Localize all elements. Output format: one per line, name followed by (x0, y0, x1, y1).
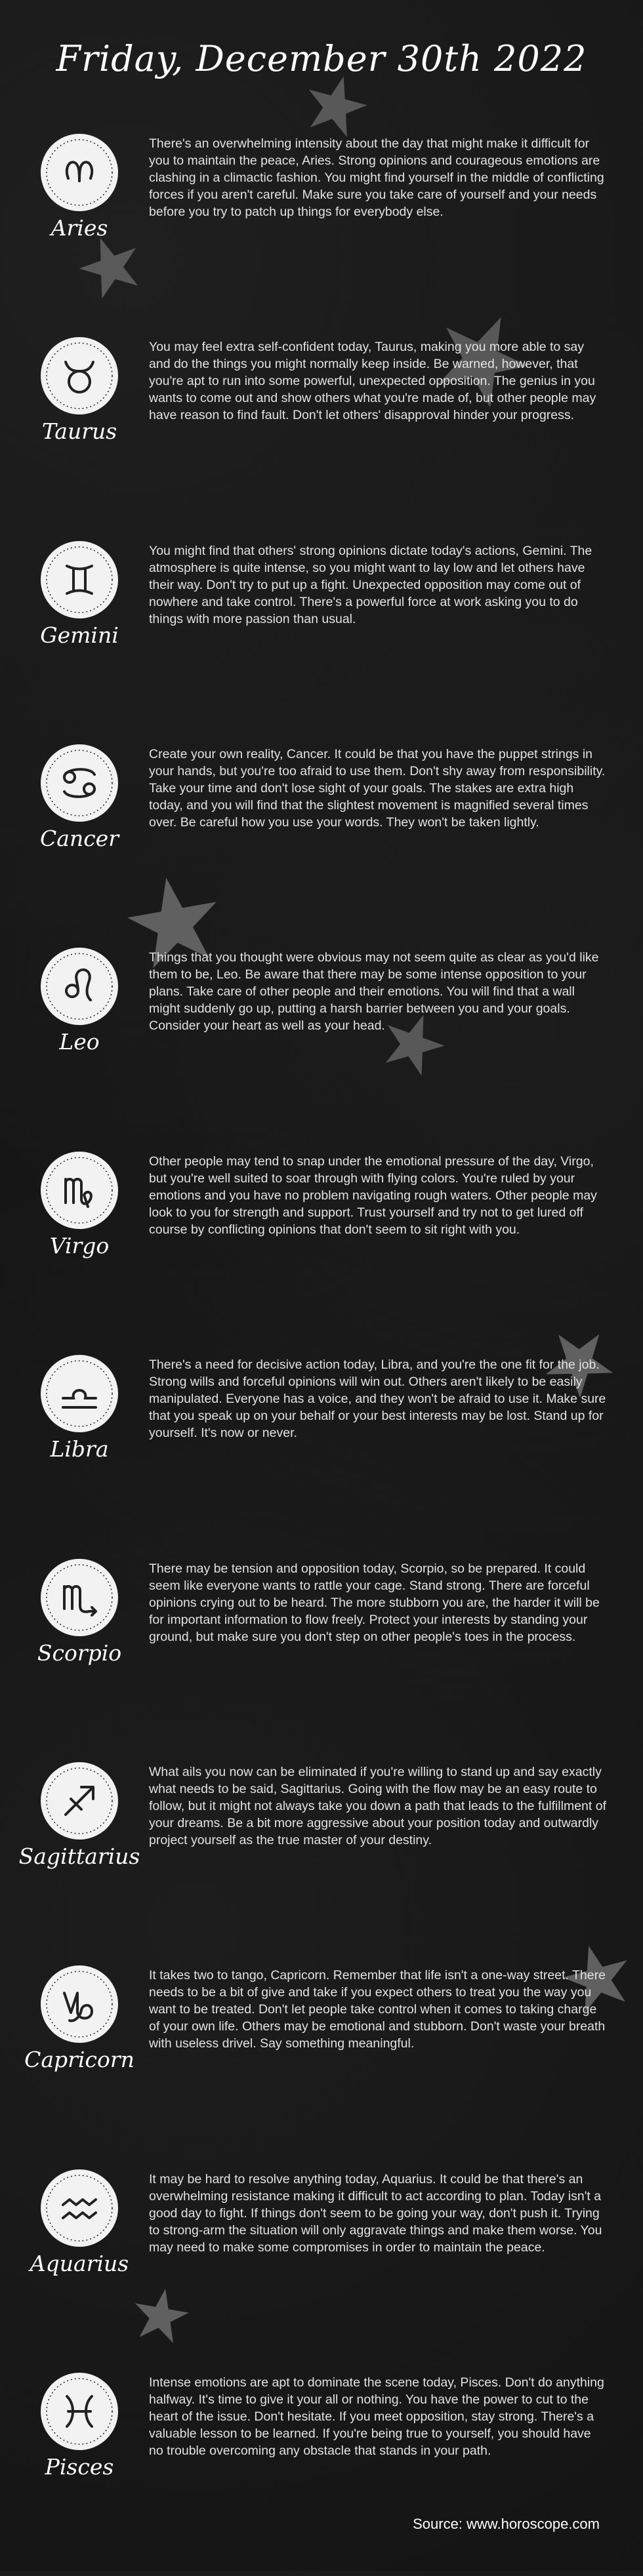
cancer-icon (41, 744, 118, 822)
pisces-icon (41, 2373, 118, 2450)
page-title: Friday, December 30th 2022 (56, 38, 587, 79)
virgo-icon (41, 1152, 118, 1229)
scorpio-icon (41, 1559, 118, 1636)
capricorn-icon (41, 1965, 118, 2043)
horoscope-scorpio (0, 1559, 643, 1762)
sign-name: Scorpio (37, 1640, 122, 1666)
horoscope-libra (0, 1355, 643, 1558)
horoscope-text: It takes two to tango, Capricorn. Remember that life isn't a one-way street. There needs to be a bit of give and take if you expect others to treat you the way you want to be treated. Don't let people take control when it comes to taking charge of your own life. Others may be emotional and stubborn. Don't waste your breath with useless drivel. Say something meaningful. (149, 1968, 606, 2051)
aquarius-icon (41, 2169, 118, 2247)
horoscope-sagittarius (0, 1762, 643, 1965)
sign-name: Pisces (45, 2454, 114, 2480)
horoscope-virgo (0, 1152, 643, 1355)
horoscope-text: Intense emotions are apt to dominate the scene today, Pisces. Don't do anything halfway. It's time to give it your all or nothing. You have the power to cut to the heart of the issue. Don't hesitate. If you meet opposition, stay strong. There's a valuable lesson to be learned. If you're being true to yourself, you should have no trouble overcoming any obstacle that stands in your path. (149, 2375, 604, 2458)
aries-icon (41, 134, 118, 211)
horoscope-text: There's an overwhelming intensity about the day that might make it difficult for you to maintain the peace, Aries. Strong opinions and courageous emotions are clashing in a climactic fashion. You might find yourself in the middle of conflicting forces if you aren't careful. Make sure you take care of yourself and your needs before you try to patch up things for everybody else. (149, 136, 604, 219)
sign-name: Virgo (49, 1233, 110, 1258)
horoscope-aquarius (0, 2169, 643, 2373)
horoscope-text: There's a need for decisive action today, Libra, and you're the one fit for the job. Strong wills and forceful opinions will win out. Others aren't likely to be easily manipulated. Everyone has a voice, and they won't be afraid to use it. Make sure that you speak up on your behalf or your best interests may be lost. Stand up for yourself. It's now or never. (149, 1358, 606, 1440)
libra-icon (41, 1355, 118, 1432)
horoscope-text: Other people may tend to snap under the emotional pressure of the day, Virgo, but you're well suited to soar through with flying colors. You're ruled by your emotions and you have no problem navigating rough waters. Other people may look to you for strength and support. Trust yourself and try not to get lured off course by conflicting opinions that don't seem to sit right with you. (149, 1154, 597, 1237)
sign-name: Aries (51, 215, 108, 241)
horoscope-text: What ails you now can be eliminated if you're willing to stand up and say exactly what needs to be said, Sagittarius. Going with the flow may be an easy route to follow, but it might not always take you down a path that leads to the fulfillment of your dreams. Be a bit more aggressive about your position today and outwardly project yourself as the true master of your destiny. (149, 1765, 606, 1847)
sign-name: Aquarius (30, 2251, 129, 2276)
horoscope-cancer (0, 744, 643, 948)
horoscope-pisces (0, 2373, 643, 2576)
taurus-icon (41, 337, 118, 414)
horoscope-aries (0, 134, 643, 337)
horoscope-gemini (0, 541, 643, 744)
sign-name: Cancer (40, 826, 119, 851)
horoscope-text: It may be hard to resolve anything today, Aquarius. It could be that there's an overwhelming resistance making it difficult to act according to plan. Today isn't a good day to fight. If things don't seem to be going your way, don't push it. Trying to strong-arm the situation will only aggravate things and make them worse. You may need to make some compromises in order to maintain the peace. (149, 2172, 602, 2255)
sign-name: Libra (50, 1436, 109, 1462)
horoscope-taurus (0, 337, 643, 540)
horoscope-text: There may be tension and opposition today, Scorpio, so be prepared. It could seem like everyone wants to rattle your cage. Stand strong. There are forceful opinions crying out to be heard. The more stubborn you are, the harder it will be for important information to flow freely. Protect your interests by standing your ground, but make sure you don't step on other people's toes in the process. (149, 1561, 600, 1644)
leo-icon (41, 948, 118, 1025)
star-decoration (303, 72, 369, 138)
sign-name: Sagittarius (18, 1843, 140, 1869)
horoscope-capricorn (0, 1965, 643, 2169)
gemini-icon (41, 541, 118, 618)
sign-name: Leo (59, 1029, 100, 1055)
horoscope-text: Things that you thought were obvious may not seem quite as clear as you'd like them to be, Leo. Be aware that there may be some intense opposition to your plans. Take care of other people and their emotions. You will find that a wall might suddenly go up, putting a harsh barrier between you and your goals. Consider your heart as well as your head. (149, 950, 599, 1033)
horoscope-text: You might find that others' strong opinions dictate today's actions, Gemini. The atmosphere is quite intense, so you might want to lay low and let others have their way. Don't try to put up a fight. Unexpected opposition may come out of nowhere and take control. There's a powerful force at work asking you to do things with more passion than usual. (149, 544, 592, 626)
horoscope-leo (0, 948, 643, 1151)
source-credit: Source: www.horoscope.com (413, 2516, 600, 2532)
sign-name: Gemini (40, 622, 119, 648)
sign-name: Taurus (41, 418, 117, 444)
horoscope-text: You may feel extra self-confident today, Taurus, making you more able to say and do the things you might normally keep inside. Be warned, however, that you're apt to run into some powerful, unexpected opposition. The genius in you wants to come out and show others what you're made of, but other people may have reason to find fault. Don't let others' disapproval hinder your progress. (149, 340, 596, 422)
sagittarius-icon (41, 1762, 118, 1840)
horoscope-text: Create your own reality, Cancer. It could be that you have the puppet strings in your hands, but you're too afraid to use them. Don't shy away from responsibility. Take your time and don't lose sight of your goals. The stakes are extra high today, and you will find that the slightest movement is magnified several times over. Be careful how you use your words. They won't be taken lightly. (149, 747, 606, 830)
sign-name: Capricorn (24, 2047, 135, 2072)
